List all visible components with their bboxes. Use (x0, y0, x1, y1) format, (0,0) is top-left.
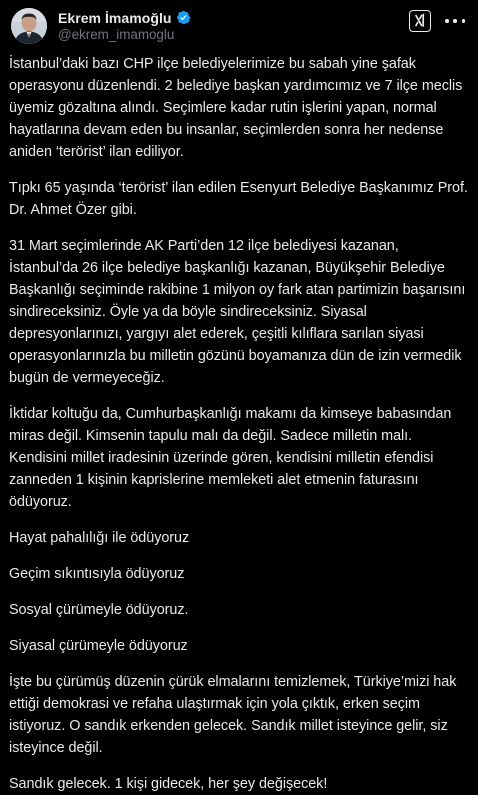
tweet-text (9, 53, 468, 795)
profile-photo-icon (11, 8, 47, 44)
verified-badge-icon (176, 10, 191, 25)
display-name[interactable]: Ekrem İmamoğlu (58, 9, 172, 26)
tweet-header (9, 0, 468, 52)
tweet-paragraph: İstanbul’daki bazı CHP ilçe belediyelerimize bu sabah yine şafak operasyonu düzenlendi. 2 belediye başkan yardımcımız ve 7 ilçe meclis üyemiz gözaltına alındı. Seçimlere kadar rutin işlerini yapan, normal hayatlarına devam eden bu insanlar, seçimlerden sonra her nedense aniden ‘terörist’ ilan ediliyor. (9, 56, 463, 160)
more-dot (462, 19, 466, 23)
tweet-paragraph: 31 Mart seçimlerinde AK Parti’den 12 ilçe belediyesi kazanan, İstanbul’da 26 ilçe belediye başkanlığı kazanan, Büyükşehir Belediye Başkanlığı seçiminde rakibine 1 milyon oy fark atan partimizin başarısını sindireceksiniz. Öyle ya da böyle sindireceksiniz. Siyasal depresyonlarınızı, yargıyı alet ederek, çeşitli kılıflara sarılan siyasi operasyonlarınızla bu milletin gözünü boyamanıza dün de izin vermedik bugün de vermeyeceğiz. (9, 238, 466, 386)
display-name-row (58, 9, 191, 26)
tweet-paragraph: İşte bu çürümüş düzenin çürük elmalarını temizlemek, Türkiye’mizi hak ettiği demokrasi ve refaha ulaştırmak için yola çıktık, erken seçim istiyoruz. O sandık erkenden gelecek. Sandık millet isteyince gelir, siz isteyince değil. (9, 674, 457, 756)
tweet-paragraph: Tıpkı 65 yaşında ‘terörist’ ilan edilen Esenyurt Belediye Başkanımız Prof. Dr. Ahmet Özer gibi. (9, 180, 468, 218)
avatar[interactable] (11, 8, 47, 44)
tweet-paragraph: Siyasal çürümeyle ödüyoruz (9, 638, 188, 654)
tweet-paragraph: Sosyal çürümeyle ödüyoruz. (9, 602, 189, 618)
grok-icon[interactable] (409, 10, 431, 32)
more-dot (445, 19, 449, 23)
tweet-paragraph: Sandık gelecek. 1 kişi gidecek, her şey değişecek! (9, 776, 328, 792)
author-handle[interactable]: @ekrem_imamoglu (58, 27, 175, 42)
more-dot (453, 19, 457, 23)
author-names (58, 9, 191, 42)
tweet-paragraph: Geçim sıkıntısıyla ödüyoruz (9, 566, 185, 582)
tweet-paragraph: Hayat pahalılığı ile ödüyoruz (9, 530, 190, 546)
tweet-paragraph: İktidar koltuğu da, Cumhurbaşkanlığı makamı da kimseye babasından miras değil. Kimsenin tapulu malı da değil. Sadece milletin malı. Kendisini millet iradesinin üzerinde gören, kendisini milletin efendisi zanneden 1 kişinin kaprislerine memleketi alet etmenin faturasını ödüyoruz. (9, 406, 452, 510)
more-options-icon[interactable] (445, 12, 465, 30)
